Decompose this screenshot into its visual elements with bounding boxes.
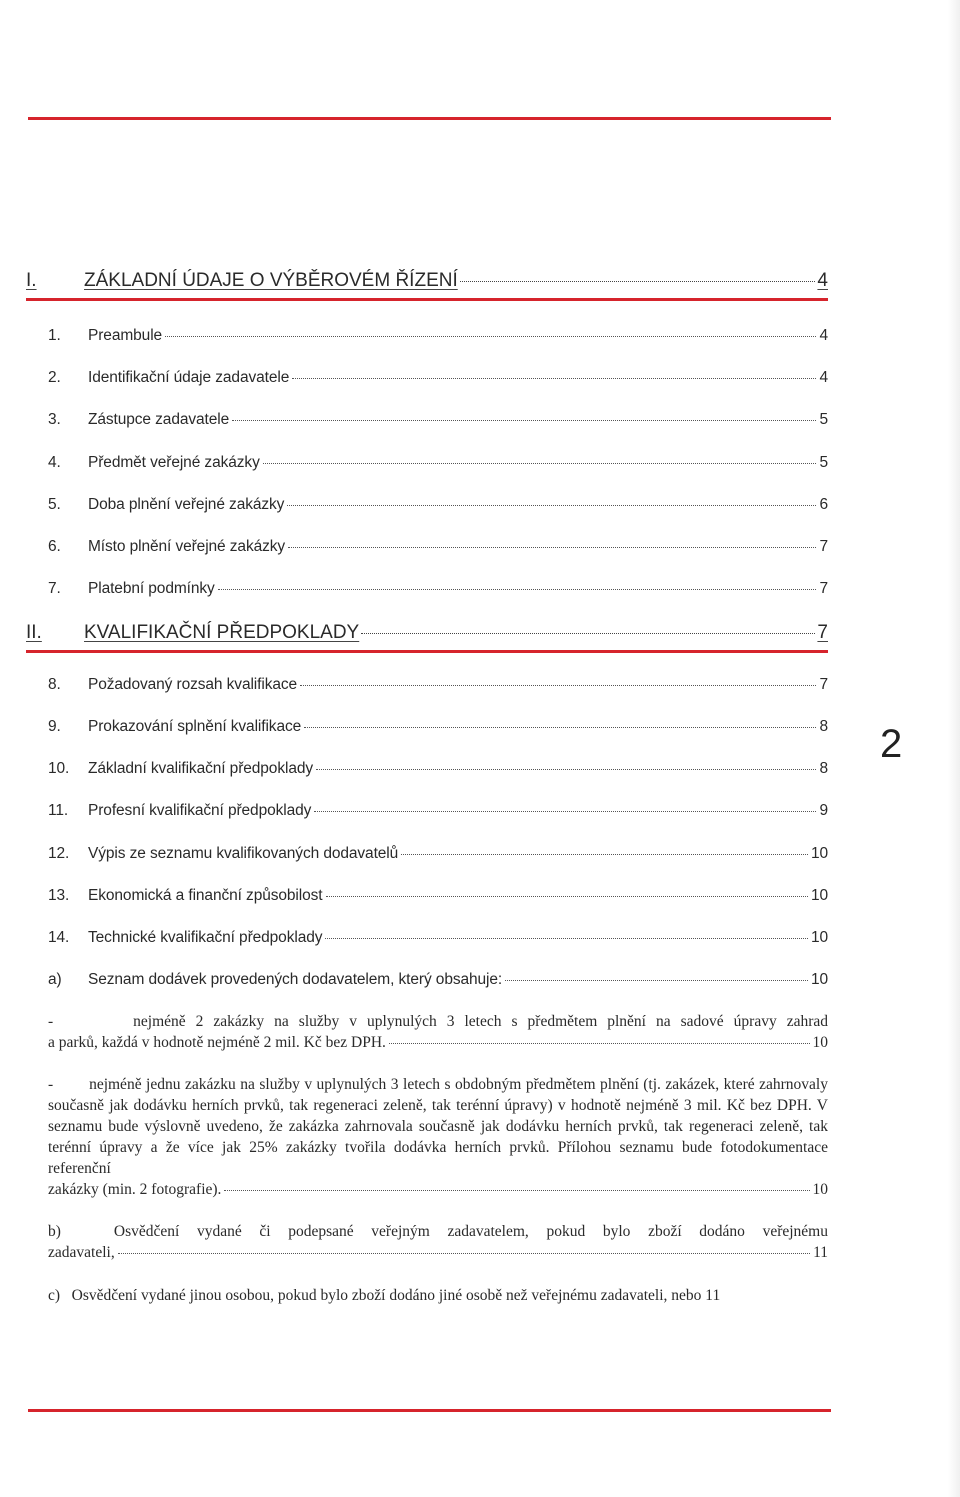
section-red-rule <box>26 650 828 653</box>
toc-entry[interactable] <box>48 802 828 820</box>
toc-number: a) <box>48 971 62 988</box>
toc-page: 10 <box>812 1034 828 1051</box>
dot-leader <box>288 547 816 548</box>
toc-title: KVALIFIKAČNÍ PŘEDPOKLADY <box>84 622 360 643</box>
page-number: 2 <box>880 722 903 766</box>
dot-leader <box>218 589 817 590</box>
toc-title: Doba plnění veřejné zakázky <box>88 496 285 513</box>
dot-leader <box>505 980 808 981</box>
toc-number: 2. <box>48 369 61 386</box>
toc-entry[interactable] <box>48 580 828 598</box>
dot-leader <box>118 1253 810 1254</box>
toc-entry[interactable] <box>48 327 828 345</box>
dot-leader <box>287 505 816 506</box>
dot-leader <box>460 281 816 282</box>
toc-page: 6 <box>819 496 828 513</box>
toc-entry[interactable] <box>48 369 828 387</box>
toc-page: 7 <box>819 676 828 693</box>
toc-page: 10 <box>810 929 828 946</box>
toc-number: 6. <box>48 538 61 555</box>
toc-title: Ekonomická a finanční způsobilost <box>88 887 323 904</box>
toc-entry-c[interactable] <box>48 1285 828 1306</box>
top-red-rule <box>28 117 831 120</box>
toc-entry-b[interactable] <box>48 1221 828 1263</box>
toc-entry[interactable] <box>48 845 828 863</box>
dot-leader <box>300 685 816 686</box>
toc-title: Prokazování splnění kvalifikace <box>88 718 302 735</box>
toc-entry[interactable] <box>48 971 828 989</box>
dot-leader <box>292 378 816 379</box>
toc-title: Požadovaný rozsah kvalifikace <box>88 676 298 693</box>
dot-leader <box>316 769 816 770</box>
toc-page: 10 <box>810 887 828 904</box>
toc-entry[interactable] <box>48 718 828 736</box>
toc-entry-services-1-contract[interactable] <box>48 1074 828 1200</box>
toc-title: Předmět veřejné zakázky <box>88 454 260 471</box>
toc-entry-text: c) Osvědčení vydané jinou osobou, pokud bylo zboží dodáno jiné osobě než veřejnému zadavateli, nebo 11 <box>48 1287 721 1304</box>
toc-entry-text-last: a parků, každá v hodnotě nejméně 2 mil. Kč bez DPH. <box>48 1034 386 1051</box>
toc-title: Preambule <box>88 327 163 344</box>
toc-entry-text: - nejméně 2 zakázky na služby v uplynulých 3 letech s předmětem plnění na sadové úpravy zahrad <box>48 1013 828 1030</box>
toc-entry[interactable] <box>48 411 828 429</box>
toc-title: Identifikační údaje zadavatele <box>88 369 290 386</box>
toc-entry[interactable] <box>48 929 828 947</box>
toc-entry-text: - nejméně jednu zakázku na služby v uplynulých 3 letech s obdobným předmětem plnění (tj. zakázek, které zahrnovaly současně jak dodávku herních prvků, tak regeneraci zeleně, tak terénní úpravy) v hodnotě nejméně 3 mil. Kč bez DPH. V seznamu bude výslovně uvedeno, že zakázka zahrnovala současně jak dodávku herních prvků, tak regeneraci zeleně, tak terénní úpravy a že více jak 25% zakázky tvořila dodávka herních prvků. Přílohou seznamu bude fotodokumentace referenční <box>48 1076 828 1177</box>
toc-page: 7 <box>817 622 828 643</box>
toc-entry-text-last: zadavateli, <box>48 1244 115 1261</box>
dot-leader <box>224 1190 809 1191</box>
toc-number: 9. <box>48 718 61 735</box>
toc-section-heading[interactable] <box>26 622 828 644</box>
toc-page: 7 <box>819 580 828 597</box>
dot-leader <box>401 854 808 855</box>
toc-entry[interactable] <box>48 887 828 905</box>
dot-leader <box>263 463 817 464</box>
toc-title: Technické kvalifikační předpoklady <box>88 929 323 946</box>
toc-page: 4 <box>817 270 828 291</box>
toc-page: 9 <box>819 802 828 819</box>
toc-page: 10 <box>812 1181 828 1198</box>
bottom-red-rule <box>28 1409 831 1412</box>
toc-entry-text-last: zakázky (min. 2 fotografie). <box>48 1181 222 1198</box>
toc-page: 4 <box>819 327 828 344</box>
dot-leader <box>314 811 816 812</box>
toc-entry[interactable] <box>48 676 828 694</box>
toc-title: Základní kvalifikační předpoklady <box>88 760 314 777</box>
toc-entry[interactable] <box>48 454 828 472</box>
toc-entry[interactable] <box>48 496 828 514</box>
toc-number: 3. <box>48 411 61 428</box>
toc-page: 10 <box>810 971 828 988</box>
toc-number: 7. <box>48 580 61 597</box>
toc-entry[interactable] <box>48 538 828 556</box>
toc-number: 8. <box>48 676 61 693</box>
toc-page: 7 <box>819 538 828 555</box>
dot-leader <box>361 633 815 634</box>
toc-page: 8 <box>819 718 828 735</box>
toc-title: Výpis ze seznamu kvalifikovaných dodavatelů <box>88 845 399 862</box>
toc-page: 5 <box>819 411 828 428</box>
toc-title: ZÁKLADNÍ ÚDAJE O VÝBĚROVÉM ŘÍZENÍ <box>84 270 458 291</box>
toc-number: II. <box>26 622 42 643</box>
dot-leader <box>326 896 808 897</box>
toc-number: 5. <box>48 496 61 513</box>
dot-leader <box>389 1043 810 1044</box>
toc-entry-text: b) Osvědčení vydané či podepsané veřejným zadavatelem, pokud bylo zboží dodáno veřejnému <box>48 1223 828 1240</box>
toc-number: I. <box>26 270 37 291</box>
toc-title: Seznam dodávek provedených dodavatelem, který obsahuje: <box>88 971 503 988</box>
toc-entry-services-2-contracts[interactable] <box>48 1011 828 1053</box>
dot-leader <box>232 420 816 421</box>
toc-section-heading[interactable] <box>26 270 828 292</box>
toc-number: 14. <box>48 929 70 946</box>
toc-entry[interactable] <box>48 760 828 778</box>
toc-page: 10 <box>810 845 828 862</box>
toc-number: 10. <box>48 760 70 777</box>
toc-number: 1. <box>48 327 61 344</box>
toc-number: 12. <box>48 845 70 862</box>
dot-leader <box>304 727 816 728</box>
dot-leader <box>165 336 816 337</box>
toc-title: Zástupce zadavatele <box>88 411 230 428</box>
page-edge-shadow <box>948 0 960 1497</box>
dot-leader <box>325 938 808 939</box>
toc-title: Místo plnění veřejné zakázky <box>88 538 286 555</box>
toc-title: Platební podmínky <box>88 580 215 597</box>
toc-title: Profesní kvalifikační předpoklady <box>88 802 312 819</box>
toc-page: 4 <box>819 369 828 386</box>
toc-number: 4. <box>48 454 61 471</box>
toc-page: 8 <box>819 760 828 777</box>
toc-page: 11 <box>813 1244 828 1261</box>
section-red-rule <box>26 298 828 301</box>
toc-number: 13. <box>48 887 70 904</box>
toc-number: 11. <box>48 802 69 819</box>
toc-page: 5 <box>819 454 828 471</box>
